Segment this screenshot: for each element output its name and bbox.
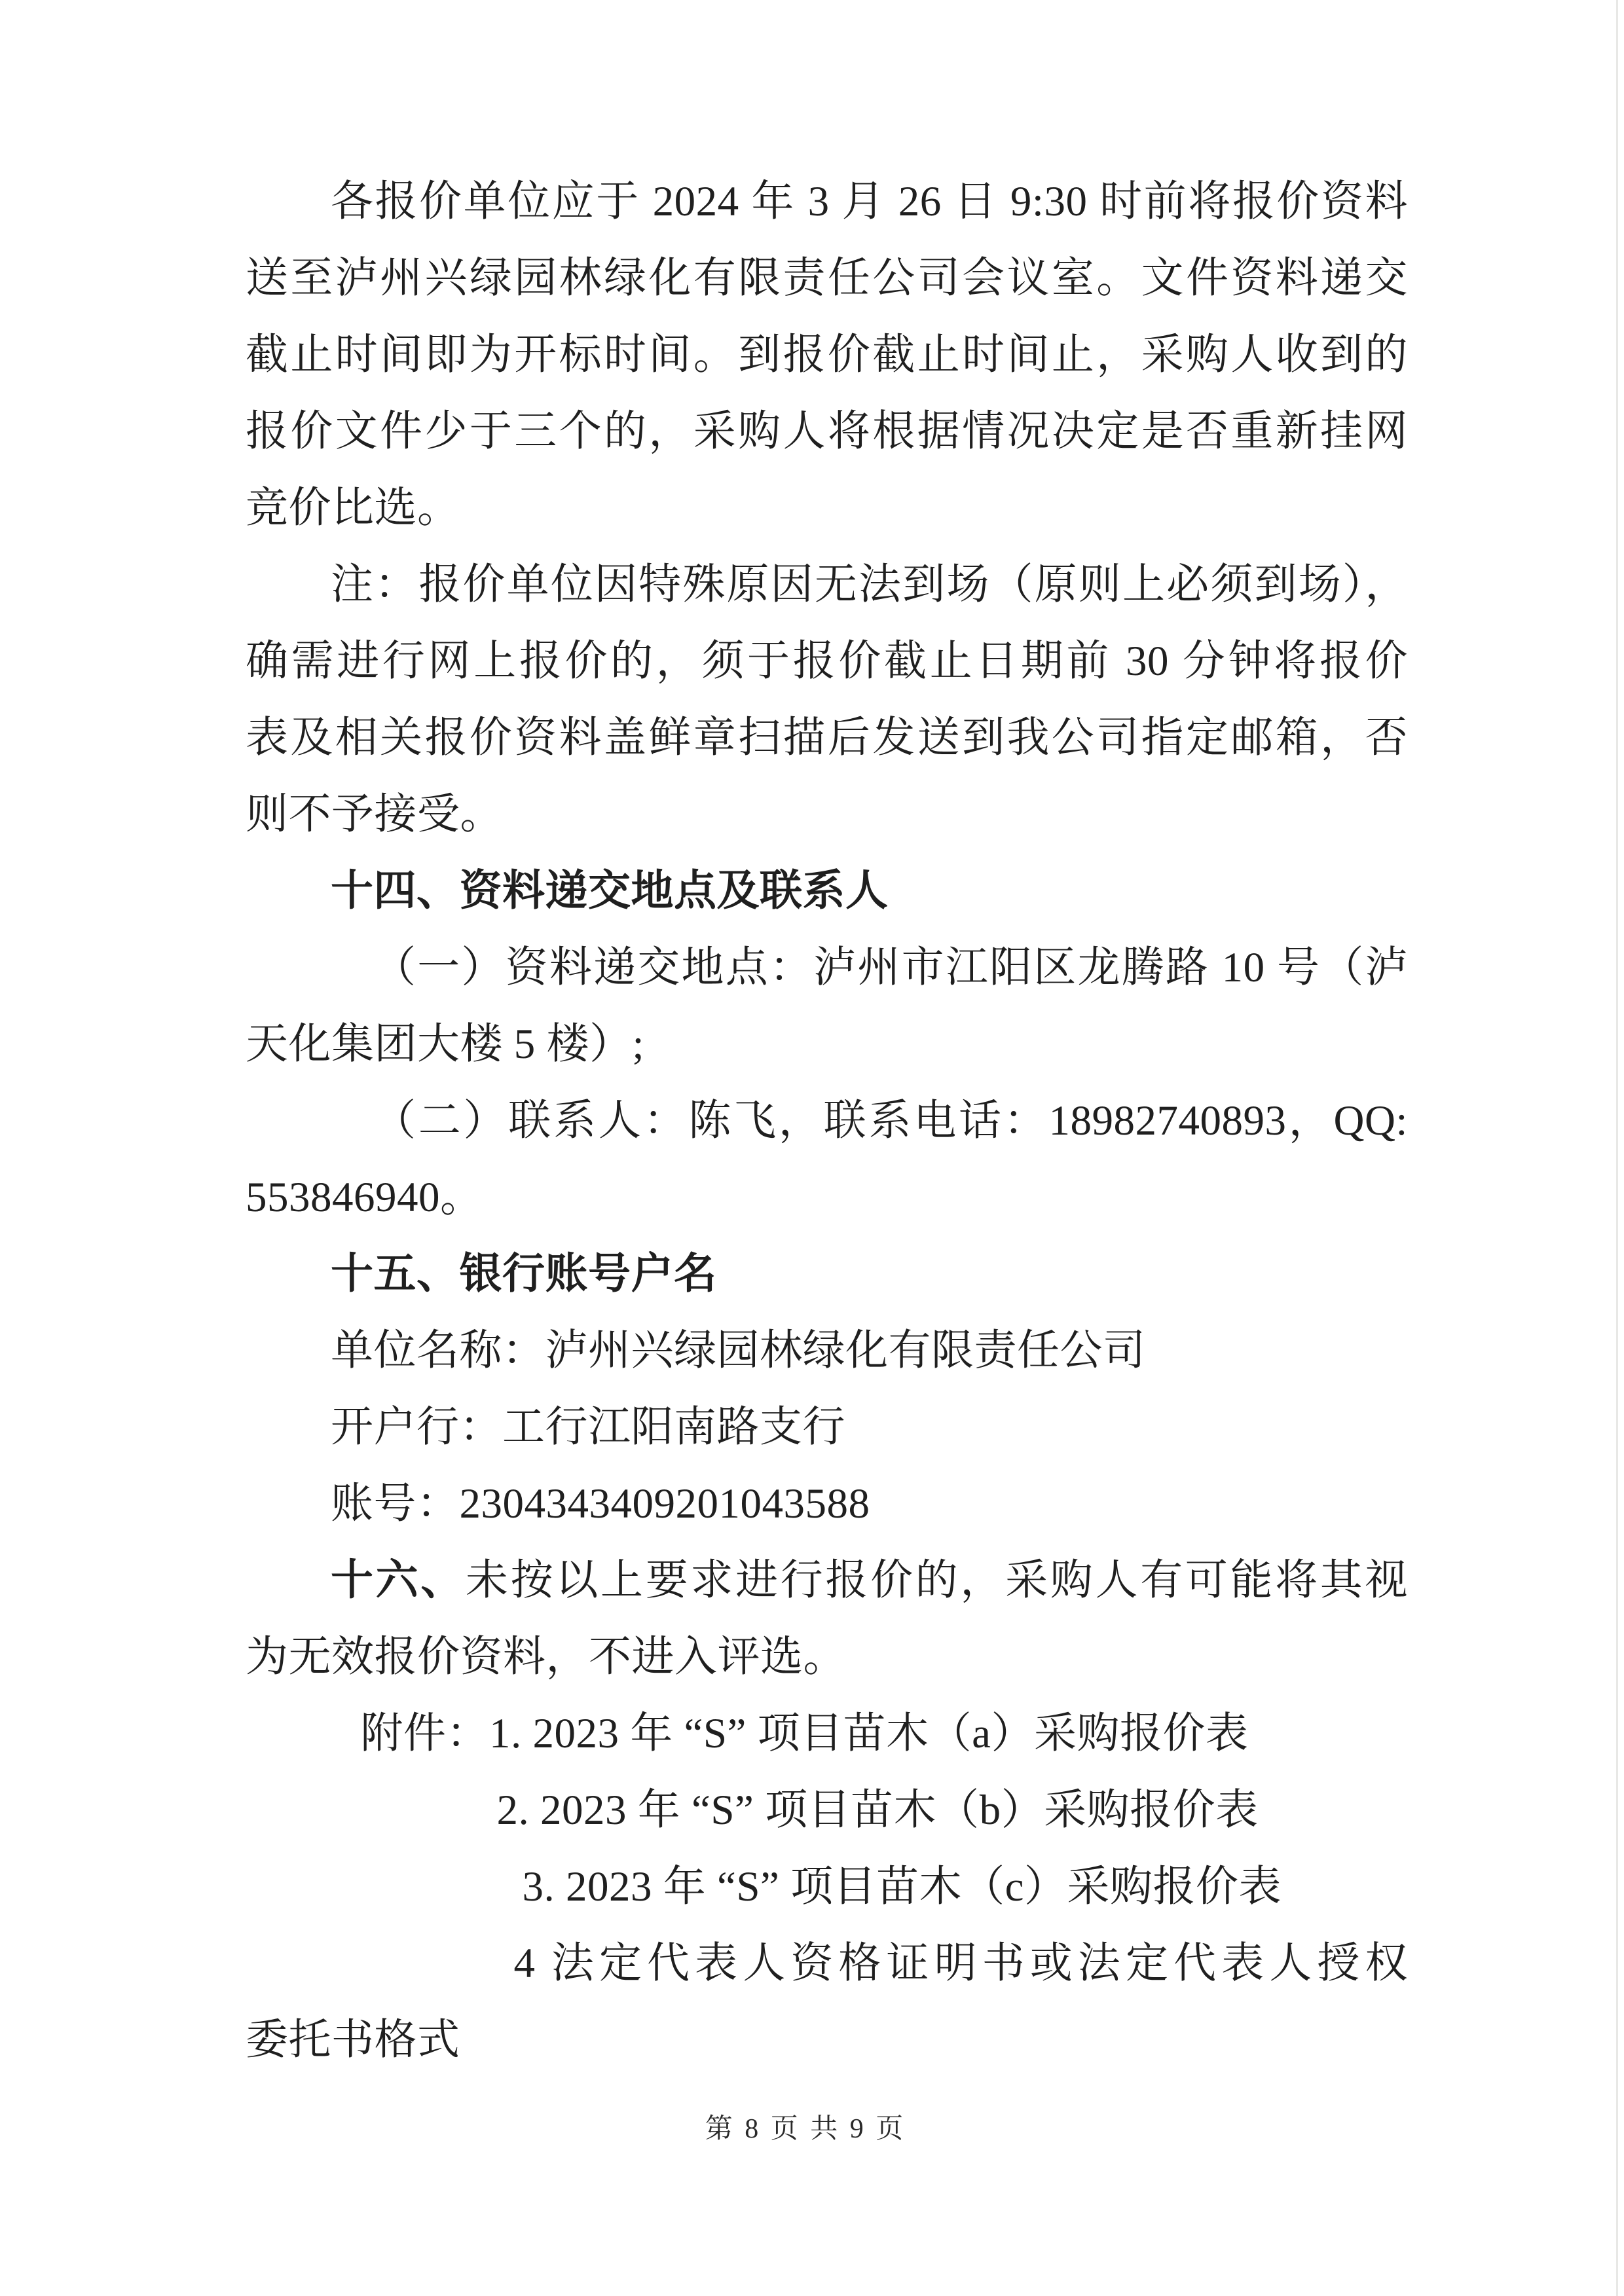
section-15-heading: 十五、银行账号户名 <box>331 1250 717 1298</box>
section-14-heading: 十四、资料递交地点及联系人 <box>331 867 889 915</box>
unit-name-line: 单位名称：泸州兴绿园林绿化有限责任公司 <box>331 1327 1146 1374</box>
contact-person-line-1: （二）联系人：陈飞，联系电话：18982740893，QQ: <box>373 1097 1408 1144</box>
section-16-text: 未按以上要求进行报价的，采购人有可能将其视 <box>466 1557 1408 1604</box>
contact-person-line-2: 553846940。 <box>246 1174 483 1221</box>
note-para-line-4: 则不予接受。 <box>246 791 504 838</box>
document-body <box>246 164 1408 2079</box>
attachment-item-4-line-1: 4 法定代表人资格证明书或法定代表人授权 <box>513 1940 1408 1987</box>
deadline-para-line-1: 各报价单位应于 2024 年 3 月 26 日 9:30 时前将报价资料 <box>331 178 1408 225</box>
section-16-number: 十六、 <box>331 1557 466 1604</box>
note-para-line-3: 表及相关报价资料盖鲜章扫描后发送到我公司指定邮箱，否 <box>246 714 1408 761</box>
note-para-line-1: 注：报价单位因特殊原因无法到场（原则上必须到场）， <box>331 561 1408 608</box>
bank-branch-line: 开户行：工行江阳南路支行 <box>331 1404 846 1451</box>
attachment-item-1: 附件：1. 2023 年 “S” 项目苗木（a）采购报价表 <box>360 1710 1249 1757</box>
page-number-footer: 第 8 页 共 9 页 <box>705 2114 906 2144</box>
delivery-location-line-2: 天化集团大楼 5 楼）; <box>246 1021 645 1068</box>
deadline-para-line-4: 报价文件少于三个的，采购人将根据情况决定是否重新挂网 <box>246 408 1408 455</box>
attachment-item-4-line-2: 委托书格式 <box>246 2016 460 2064</box>
attachment-item-3: 3. 2023 年 “S” 项目苗木（c）采购报价表 <box>522 1863 1282 1910</box>
deadline-para-line-2: 送至泸州兴绿园林绿化有限责任公司会议室。文件资料递交 <box>246 255 1408 302</box>
attachment-item-2: 2. 2023 年 “S” 项目苗木（b）采购报价表 <box>496 1787 1259 1834</box>
section-16-line-1 <box>246 1542 1408 1619</box>
account-number-line: 账号：2304343409201043588 <box>331 1480 870 1527</box>
section-16-line-2: 为无效报价资料，不进入评选。 <box>246 1633 847 1681</box>
deadline-para-line-5: 竞价比选。 <box>246 484 460 532</box>
deadline-para-line-3: 截止时间即为开标时间。到报价截止时间止，采购人收到的 <box>246 331 1408 378</box>
scan-edge-artifact <box>1616 0 1618 2296</box>
note-para-line-2: 确需进行网上报价的，须于报价截止日期前 30 分钟将报价 <box>246 638 1408 685</box>
delivery-location-line-1: （一）资料递交地点：泸州市江阳区龙腾路 10 号（泸 <box>373 944 1408 991</box>
